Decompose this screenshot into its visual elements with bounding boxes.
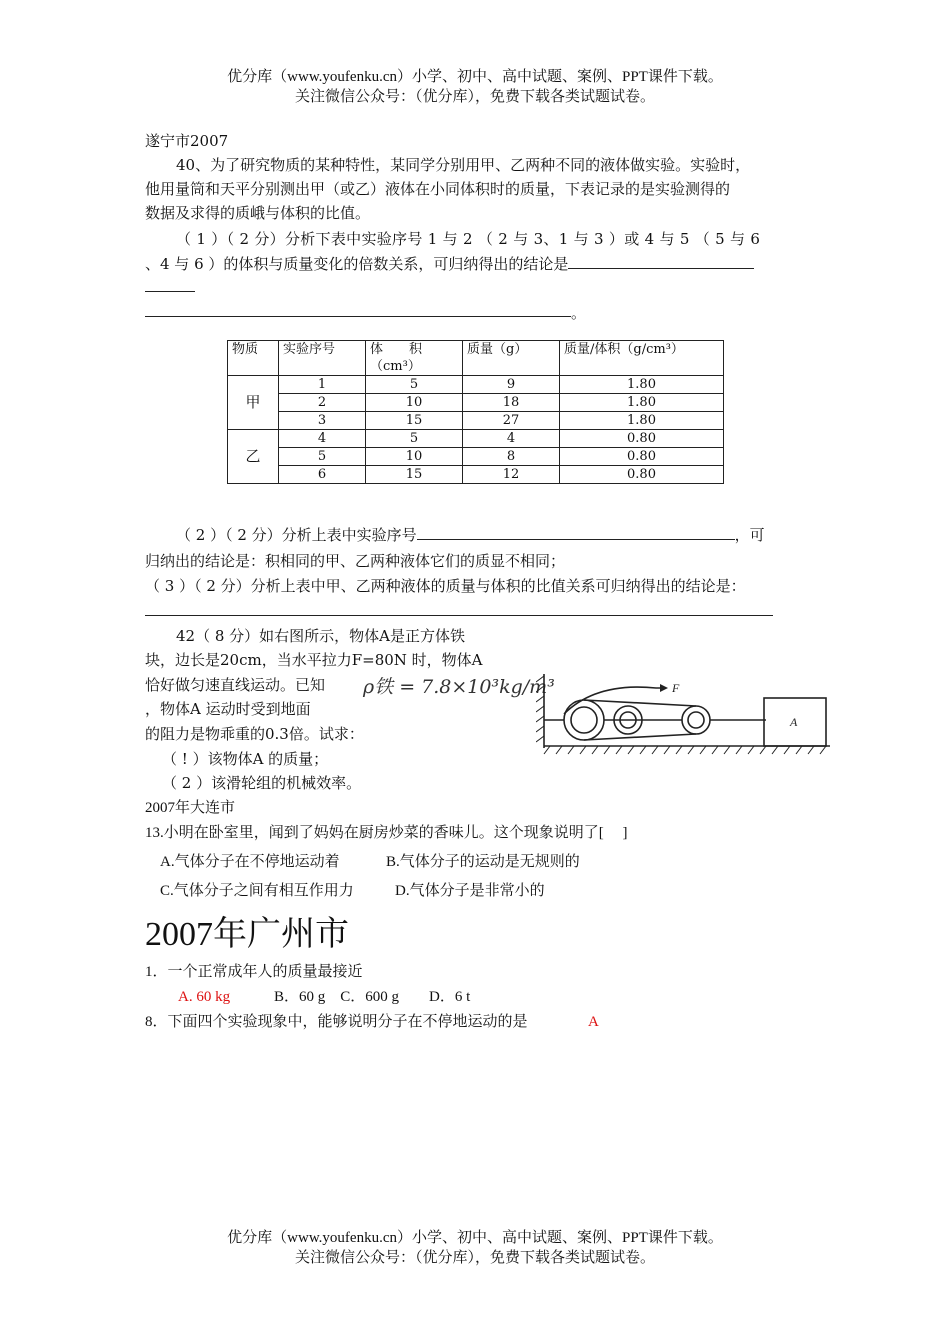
cell-volume: 15 [366,466,463,484]
gz-q8: 8．下面四个实验现象中，能够说明分子在不停地运动的是 [145,1014,528,1030]
q40-text-line2: 他用量筒和天平分别测出甲（或乙）液体在小同体积时的质量，下表记录的是实验测得的 [145,180,731,198]
density-formula: ρ铁 = 7.8×10³kg/m³ [363,676,555,698]
force-label: F [672,681,680,695]
q42-line2: 块，边长是20cm，当水平拉力F=80N 时，物体A [145,651,483,669]
gz-q8-answer: A [588,1014,599,1030]
cell-ratio: 0.80 [560,466,724,484]
period: 。 [571,304,587,322]
cell-ratio: 1.80 [560,376,724,394]
answer-blank-1-cont[interactable] [145,291,195,292]
cell-ratio: 0.80 [560,448,724,466]
cell-mass: 8 [463,448,560,466]
col-header-volume: 体 积（cm³） [366,341,463,376]
col-header-trial: 实验序号 [279,341,366,376]
q42-line3: 恰好做匀速直线运动。已知 [145,676,326,694]
table-row [228,466,724,484]
q42-line5: 的阻力是物乖重的0.3倍。试求： [145,725,364,743]
pulley-large [564,700,604,740]
q13-option-c: C.气体分子之间有相互作用力 [160,883,354,899]
q42-line4: ，物体A 运动时受到地面 [145,700,311,718]
footer-line-2: 关注微信公众号：（优分库），免费下载各类试题试卷。 [294,1250,655,1266]
q42-sub1: （ ! ）该物体A 的质量； [162,750,329,768]
q40-part2-line1 [176,523,765,547]
table-row [228,394,724,412]
data-table [227,340,724,484]
q40-part3: （ 3 ）（ 2 分）分析上表中甲、乙两种液体的质量与体积的比值关系可归纳得出的结论是： [145,577,746,595]
cell-ratio: 0.80 [560,430,724,448]
header-line-1: 优分库（www.youfenku.cn）小学、初中、高中试题、案例、PPT课件下载。 [227,69,723,85]
q42-line1: 42（ 8 分）如右图所示，物体A是正方体铁 [176,627,466,645]
gz-q1-answer-a: A. 60 kg [178,989,231,1005]
q40-part2-tail: ，可 [734,526,765,544]
q42-sub2: （ 2 ）该滑轮组的机械效率。 [162,774,362,792]
col-header-ratio: 质量/体积（g/cm³） [560,341,724,376]
q40-part1-line1: （ 1 ）（ 2 分）分析下表中实验序号 1 与 2 （ 2 与 3、1 与 3 ）或 4 与 5 （ 5 与 6 [176,230,761,248]
cell-volume: 5 [366,430,463,448]
section-title-guangzhou: 2007年广州市 [145,916,349,953]
pulley-right [682,706,710,734]
block-label: A [790,715,798,729]
gz-q1: 1．一个正常成年人的质量最接近 [145,964,363,980]
cell-no: 1 [279,376,366,394]
q13-option-a: A.气体分子在不停地运动着 [160,854,340,870]
substance-cell: 乙 [228,430,279,484]
substance-cell: 甲 [228,376,279,430]
section-title-dalian: 2007年大连市 [145,800,236,816]
table-row [228,412,724,430]
cell-no: 2 [279,394,366,412]
cell-mass: 18 [463,394,560,412]
col-header-mass: 质量（g） [463,341,560,376]
q40-part2-text: （ 2 ）（ 2 分）分析上表中实验序号 [176,526,417,544]
cell-volume: 15 [366,412,463,430]
answer-blank-1[interactable] [568,254,754,269]
cell-ratio: 1.80 [560,394,724,412]
cell-no: 3 [279,412,366,430]
q40-part1-line2 [145,252,754,276]
cell-volume: 5 [366,376,463,394]
cell-volume: 10 [366,394,463,412]
cell-volume: 10 [366,448,463,466]
q40-text-line3: 数据及求得的质峨与体积的比值。 [145,204,371,222]
answer-blank-1-line2[interactable] [145,316,571,317]
q40-part1-text: 、4 与 6 ）的体积与质量变化的倍数关系，可归纳得出的结论是 [145,255,569,273]
footer-line-1: 优分库（www.youfenku.cn）小学、初中、高中试题、案例、PPT课件下载。 [227,1230,723,1246]
force-arrow-icon [660,684,668,692]
section-title-suining: 遂宁市2007 [145,132,229,150]
q13-option-b: B.气体分子的运动是无规则的 [386,854,580,870]
q40-text-line1: 40、为了研究物质的某种特性，某同学分别用甲、乙两种不同的液体做实验。实验时， [176,156,751,174]
q40-part2-line2: 归纳出的结论是：积相同的甲、乙两种液体它们的质显不相同； [145,552,566,570]
cell-no: 4 [279,430,366,448]
cell-mass: 27 [463,412,560,430]
col-header-substance: 物质 [228,341,279,376]
header-line-2: 关注微信公众号：（优分库），免费下载各类试题试卷。 [294,89,655,105]
table-header-row [228,341,724,376]
cell-no: 5 [279,448,366,466]
q13-option-d: D.气体分子是非常小的 [395,883,545,899]
q13-stem: 13.小明在卧室里，闻到了妈妈在厨房炒菜的香味儿。这个现象说明了[ ] [145,825,628,841]
table-row [228,448,724,466]
cell-no: 6 [279,466,366,484]
cell-mass: 9 [463,376,560,394]
gz-q1-options: B．60 g C．600 g D．6 t [274,989,471,1005]
pulley-figure [536,668,832,756]
table-row [228,376,724,394]
cell-mass: 12 [463,466,560,484]
cell-ratio: 1.80 [560,412,724,430]
table-row [228,430,724,448]
answer-blank-3[interactable] [145,615,773,616]
cell-mass: 4 [463,430,560,448]
answer-blank-2[interactable] [417,525,735,540]
